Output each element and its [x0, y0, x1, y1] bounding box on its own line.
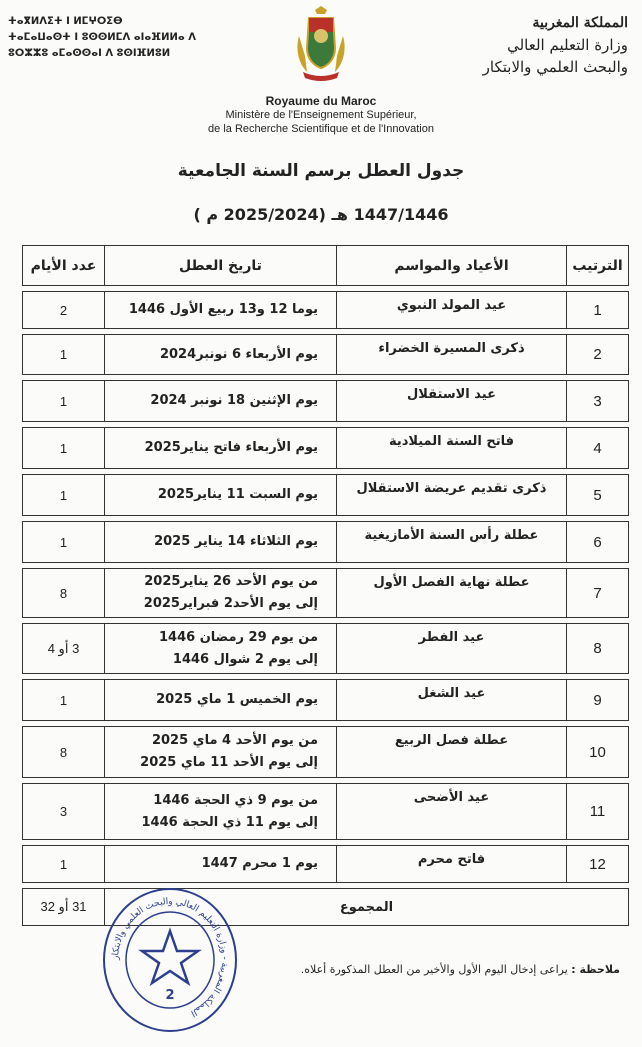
row-number-text: 6 [593, 533, 602, 551]
holidays-table-body [23, 286, 629, 926]
holiday-days-text: 1 [59, 534, 68, 550]
row-number-text: 12 [589, 855, 606, 873]
holiday-days [23, 680, 105, 721]
tifinagh-line-1: ⵜⴰⴳⵍⴷⵉⵜ ⵏ ⵍⵎⵖⵔⵉⴱ [8, 16, 123, 27]
holiday-name [337, 335, 567, 375]
holiday-date [105, 475, 337, 516]
holiday-days-text: 8 [59, 585, 68, 601]
holiday-date [105, 292, 337, 329]
row-number-text: 4 [593, 439, 602, 457]
row-number [567, 292, 629, 329]
holiday-date-text: يوم الخميس 1 ماي 2025 [156, 692, 318, 707]
official-stamp-icon [100, 885, 240, 1035]
holiday-name [337, 475, 567, 516]
table-row [23, 381, 629, 422]
holiday-days-text: 2 [59, 302, 68, 318]
holiday-name-text: عيد الاستقلال [407, 387, 496, 402]
holiday-date-text: من يوم الأحد 26 يناير2025 [144, 574, 318, 589]
row-number-text: 2 [593, 346, 602, 363]
holiday-name-text: عطلة نهاية الفصل الأول [373, 575, 530, 590]
holiday-name [337, 727, 567, 778]
holiday-name [337, 428, 567, 469]
row-number [567, 784, 629, 840]
row-number-text: 8 [593, 640, 602, 657]
french-line-1: Ministère de l'Enseignement Supérieur, [225, 109, 417, 121]
arabic-header-line-3: والبحث العلمي والابتكار [482, 58, 628, 76]
row-number-text: 10 [589, 743, 606, 761]
holiday-date-text: يوم الإثنين 18 نونبر 2024 [150, 393, 318, 408]
holiday-date [105, 335, 337, 375]
holiday-days [23, 522, 105, 563]
row-number [567, 522, 629, 563]
table-row [23, 428, 629, 469]
holiday-date-text: من يوم الأحد 4 ماي 2025 [151, 733, 318, 748]
holiday-date-text: إلى يوم 2 شوال 1446 [172, 651, 318, 667]
french-title: Royaume du Maroc [265, 94, 377, 108]
tifinagh-line-2: ⵜⴰⵎⴰⵡⴰⵙⵜ ⵏ ⵓⵙⵙⵍⵎⴷ ⴰⵏⴰⴼⵍⵍⴰ ⴷ [8, 32, 197, 43]
tifinagh-line-3: ⵓⵔⵣⵣⵓ ⴰⵎⴰⵙⵙⴰⵏ ⴷ ⵓⵙⵏⴼⵍⵓⵍ [8, 48, 171, 59]
holiday-days-text: 8 [59, 744, 68, 760]
holiday-name [337, 569, 567, 618]
holiday-days-text: 1 [59, 393, 68, 409]
row-number [567, 846, 629, 883]
holiday-days-text: 1 [59, 487, 68, 503]
row-number [567, 428, 629, 469]
holiday-days-text: 3 أو 4 [47, 640, 80, 656]
holiday-date [105, 381, 337, 422]
holiday-date [105, 727, 337, 778]
holiday-name [337, 381, 567, 422]
holiday-days [23, 846, 105, 883]
header-num: الترتيب [567, 246, 629, 286]
holiday-name [337, 292, 567, 329]
holiday-date-text: يوم الأربعاء 6 نونبر2024 [159, 346, 318, 362]
holiday-date-text: يوم الأربعاء فاتح يناير2025 [144, 440, 318, 455]
row-number [567, 727, 629, 778]
holiday-name [337, 680, 567, 721]
holiday-date-text: يوما 12 و13 ربيع الأول 1446 [128, 302, 318, 317]
french-line-2: de la Recherche Scientifique et de l'Innovation [208, 123, 434, 135]
holiday-days [23, 335, 105, 375]
holiday-date-text: يوم الثلاثاء 14 يناير 2025 [154, 534, 318, 549]
holiday-name-text: عيد الفطر [418, 630, 485, 645]
holiday-days-text: 1 [59, 347, 68, 362]
holiday-name-text: عيد المولد النبوي [396, 298, 507, 313]
note-text: يراعى إدخال اليوم الأول والأخير من العطل المذكورة أعلاه. [300, 963, 568, 976]
holiday-name-text: عطلة فصل الربيع [394, 733, 509, 748]
table-row [23, 522, 629, 563]
holiday-days-text: 1 [59, 692, 68, 708]
holiday-name-text: عيد الشغل [417, 686, 486, 701]
arabic-header-line-1: المملكة المغربية [532, 15, 628, 31]
holiday-date-text: إلى يوم الأحد2 فبراير2025 [143, 596, 318, 611]
holiday-days-text: 1 [59, 440, 68, 456]
table-row [23, 624, 629, 674]
holiday-date-text: من يوم 29 رمضان 1446 [158, 629, 318, 645]
holiday-name [337, 522, 567, 563]
holiday-days [23, 475, 105, 516]
row-number [567, 569, 629, 618]
holiday-days [23, 784, 105, 840]
row-number-text: 7 [593, 584, 602, 602]
row-number [567, 624, 629, 674]
total-value: 31 أو 32 [23, 889, 105, 926]
holiday-date-text: إلى يوم الأحد 11 ماي 2025 [140, 755, 318, 770]
header-days: عدد الأيام [23, 246, 105, 286]
row-number-text: 3 [593, 392, 602, 410]
stamp-number: 2 [165, 988, 175, 1003]
holiday-date [105, 522, 337, 563]
holiday-days [23, 428, 105, 469]
holiday-name [337, 624, 567, 674]
document-header [0, 0, 642, 90]
academic-year: 1447/1446 هـ (2025/2024 م ) [193, 205, 449, 224]
table-row [23, 475, 629, 516]
row-number [567, 335, 629, 375]
row-number-text: 9 [593, 691, 602, 709]
holiday-days [23, 569, 105, 618]
holiday-date-text: يوم 1 محرم 1447 [201, 856, 318, 871]
holiday-days [23, 727, 105, 778]
french-header [0, 94, 642, 136]
table-header-row [23, 246, 629, 286]
holiday-date [105, 784, 337, 840]
page-title: جدول العطل برسم السنة الجامعية [177, 161, 465, 181]
holiday-date [105, 680, 337, 721]
row-number-text: 5 [593, 486, 602, 504]
row-number-text: 11 [589, 803, 606, 820]
holiday-days-text: 1 [59, 856, 68, 872]
table-row [23, 569, 629, 618]
holiday-date [105, 569, 337, 618]
header-name: الأعياد والمواسم [337, 246, 567, 286]
stamp-text: المملكة المغربية - وزارة التعليم العالي والبحث العلمي والابتكار [110, 896, 230, 1018]
arabic-header [483, 12, 628, 78]
holiday-days [23, 381, 105, 422]
holiday-name-text: عيد الأضحى [413, 790, 490, 805]
table-row [23, 846, 629, 883]
row-number-text: 1 [593, 301, 602, 319]
table-row [23, 292, 629, 329]
table-row [23, 784, 629, 840]
holiday-name-text: ذكرى المسيرة الخضراء [378, 341, 525, 356]
table-row [23, 727, 629, 778]
holiday-name [337, 846, 567, 883]
holiday-date-text: يوم السبت 11 يناير2025 [157, 487, 318, 502]
holiday-date [105, 428, 337, 469]
tifinagh-header [8, 14, 196, 62]
holidays-table [22, 245, 629, 926]
holiday-days [23, 624, 105, 674]
moroccan-coat-of-arms-icon [293, 6, 349, 86]
table-row [23, 335, 629, 375]
note [301, 963, 620, 976]
total-label: المجموع [105, 889, 629, 926]
holiday-name-text: ذكرى تقديم عريضة الاستقلال [356, 481, 547, 496]
arabic-header-line-2: وزارة التعليم العالي [507, 36, 628, 54]
holiday-days-text: 3 [59, 804, 68, 819]
holiday-days [23, 292, 105, 329]
row-number [567, 381, 629, 422]
holiday-date-text: إلى يوم 11 ذي الحجة 1446 [141, 814, 318, 830]
note-label: ملاحظة : [571, 963, 620, 976]
holiday-date [105, 846, 337, 883]
holiday-name-text: عطلة رأس السنة الأمازيغية [364, 528, 539, 543]
holiday-name [337, 784, 567, 840]
holiday-date-text: من يوم 9 ذي الحجة 1446 [153, 792, 318, 808]
holiday-name-text: فاتح محرم [417, 852, 486, 867]
row-number [567, 680, 629, 721]
row-number [567, 475, 629, 516]
holiday-name-text: فاتح السنة الميلادية [388, 434, 515, 449]
header-date: تاريخ العطل [105, 246, 337, 286]
holiday-date [105, 624, 337, 674]
table-row [23, 680, 629, 721]
